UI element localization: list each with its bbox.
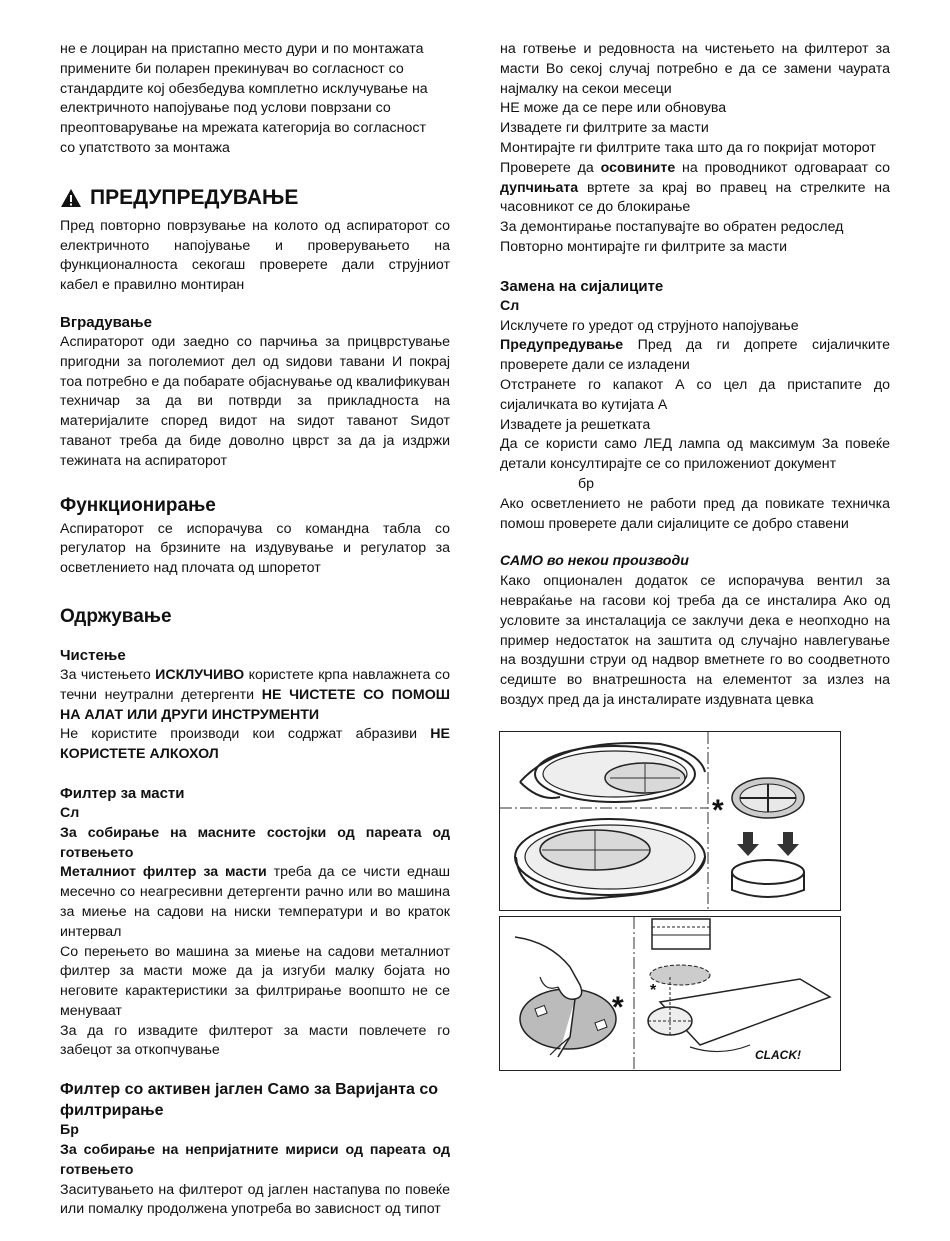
carbon-ref: Бр <box>60 1122 79 1139</box>
star-marker-right: * <box>650 982 657 999</box>
carbon-title: Филтер со активен јаглен Само за Варијанта со филтрирање <box>60 1081 439 1120</box>
right-line: Монтирајте ги филтрите така што да го покријат моторот <box>500 139 876 156</box>
right-line: Повторно монтирајте ги филтрите за масти <box>500 238 788 255</box>
check-b2: дупчињата <box>500 179 579 196</box>
maintenance-title: Одржување <box>60 605 172 627</box>
lamps-p5: Ако осветлението не работи пред да повикате техничка помош проверете дали сијалиците се добро ставени <box>500 495 890 532</box>
lamps-p4b: бр <box>578 475 595 492</box>
grease-p1 <box>60 863 450 942</box>
warning-text: Пред повторно поврзување на колото од аспираторот со електричното напојување и проверувањето на функционалноста секогаш проверете дали струјниот кабел е правилно монтиран <box>60 217 450 294</box>
intro-line: со упатството за монтажа <box>60 139 230 156</box>
lamps-p2: Отстранете го капакот А со цел да пристапите до сијаличката во кутијата А <box>500 376 890 413</box>
mounting-title: Вградување <box>60 313 152 331</box>
intro-line: електричното напојување под услови поврзани со <box>60 100 391 117</box>
cleaning-b1: ИСКЛУЧИВО <box>155 666 245 683</box>
cleaning-p3: Не користите производи кои содржат абразиви <box>60 726 418 743</box>
right-line: За демонтирање постапувајте во обратен редослед <box>500 219 844 236</box>
hood-filter-drawing <box>500 732 840 910</box>
star-marker-top: * <box>712 794 724 827</box>
cleaning-p1: За чистењето <box>60 666 151 683</box>
grease-p1-text: треба да се чисти еднаш месечно со неагресивни детергенти рачно или во машина за миење на садови на ниски температури и во краток интервал <box>60 864 450 940</box>
grease-p3: За да го извадите филтерот за масти повлечете го забецот за откопчување <box>60 1022 450 1059</box>
intro-lines <box>60 40 450 159</box>
illustration-filter-mount <box>499 731 841 911</box>
lamps-p1: Пред да ги допрете сијаличките проверете дали се изладени <box>500 337 890 374</box>
illustration-valve <box>499 916 841 1071</box>
operation-text: Аспираторот се испорачува со командна табла со регулатор на брзините на издувување и регулатор за осветлението над плочата од шпоретот <box>60 520 450 577</box>
check-paragraph <box>500 159 890 218</box>
intro-line: преоптоварување на мрежата категорија во согласност <box>60 120 426 137</box>
grease-title: Филтер за масти <box>60 784 185 802</box>
warning-heading <box>60 185 450 211</box>
check-p3: вртете за крај во правец на стрелките на часовникот се до блокирање <box>500 179 890 216</box>
left-column <box>60 40 450 1220</box>
grease-bold: За собирање на масните состојки од пареата од готвењето <box>60 824 450 861</box>
intro-line: стандардите кој обезбедува комплетно исклучување на <box>60 80 428 97</box>
warning-title: ПРЕДУПРЕДУВАЊЕ <box>90 185 299 209</box>
cleaning-b2: НЕ ЧИСТЕТЕ СО ПОМОШ НА АЛАТ ИЛИ ДРУГИ ИНСТРУМЕНТИ <box>60 686 450 723</box>
carbon-text: Заситувањето на филтерот од јаглен настапува по повеќе или помалку продолжена употреба во зависност од типот <box>60 1181 450 1218</box>
star-marker-left: * <box>612 991 624 1024</box>
operation-title: Функционирање <box>60 494 216 516</box>
lamps-warning <box>500 336 890 376</box>
check-b1: осовините <box>600 159 676 176</box>
clack-label: CLACK! <box>755 1048 801 1062</box>
lamps-ref: Сл <box>500 297 520 314</box>
valve-drawing <box>500 917 840 1070</box>
warning-triangle-icon <box>60 188 82 208</box>
grease-p2: Со перењето во машина за миење на садови металниот филтер за масти може да ја изгуби малку бојата но неговите карактеристики за филтрирање воопшто не се менуваат <box>60 943 450 1019</box>
grease-b1: Металниот филтер за масти <box>60 864 267 881</box>
lamps-title: Замена на сијалиците <box>500 277 664 295</box>
carbon-continued: на готвење и редовноста на чистењето на филтерот за масти Во секој случај потребно е да се замени чаурата најмалку на секои месеци <box>500 41 890 97</box>
intro-line: примените би поларен прекинувач во согласност со <box>60 60 404 77</box>
cleaning-b3: НЕ КОРИСТЕТЕ АЛКОХОЛ <box>60 726 450 763</box>
check-p1: Проверете да <box>500 159 594 176</box>
right-column <box>500 40 890 711</box>
only-title: САМО во некои производи <box>500 553 689 570</box>
right-line: НЕ може да се пере или обновува <box>500 100 727 117</box>
mounting-text: Аспираторот оди заедно со парчиња за прицврстување пригодни за поголемиот дел од ѕидови тавани И покрај тоа потребно е да побарате објаснување од квалификуван техничар за да ви потврди за прикладноста на материјалите според видот на ѕидот тавaнот Ѕидот тавaнот треба да биде доволно цврст за да ја издржи тежината на аспираторот <box>60 333 450 469</box>
right-line: Извадете ги филтрите за масти <box>500 120 709 137</box>
carbon-bold: За собирање на непријатните мириси од пареата од готвењето <box>60 1142 450 1178</box>
cleaning-title: Чистење <box>60 646 126 664</box>
cleaning-text-2 <box>60 725 450 765</box>
check-p2: на проводникот одговараат со <box>682 159 890 176</box>
grease-ref: Сл <box>60 804 80 821</box>
cleaning-p2: користете крпа навлажнета со течни неутрални детергенти <box>60 666 450 703</box>
lamps-b1: Предупредување <box>500 337 624 354</box>
lamps-p3: Извадете ја решетката <box>500 416 651 433</box>
only-text: Како опционален додаток се испорачува вентил за невраќање на гасови кој треба да се инсталира Ако од условите за инсталација се заклучи дека е неопходно на пример недостаток на заштита од случајно навлегување на воздушни струи од надвор вметнете го во соодветното седиште во внатрешноста на елементот за излез на воздух пред да ја инсталирате издувната цевка <box>500 573 890 708</box>
lamps-p4: Да се користи само ЛЕД лампа од максимум За повеќе детали консултирајте се со приложениот документ <box>500 436 890 473</box>
intro-line: не е лоциран на пристапно место дури и по монтажата <box>60 41 424 57</box>
lamps-l1: Исклучете го уредот од струјното напојување <box>500 317 799 334</box>
cleaning-text <box>60 666 450 725</box>
